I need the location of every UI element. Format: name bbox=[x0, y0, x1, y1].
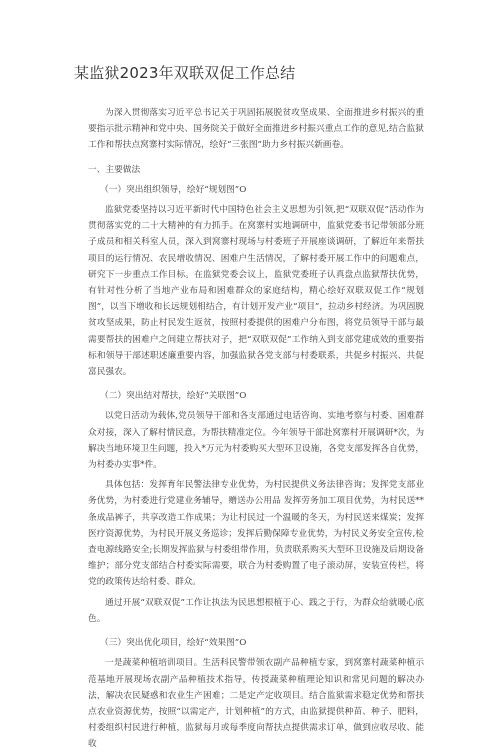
paragraph-organization: 监狱党委坚持以习近平新时代中国特色社会主义思想为引领,把“双联双促”活动作为贯彻落实党的二十大精神的有力抓手。在窝寨村实地调研中，监狱党委书记带领部分班子成员和相关科室人员，深入到窝寨村现场与村委班子开展座谈调研，了解近年来帮扶项目的运行情况、农民增收情况、困难户生活情况，了解村委开展工作中的问题难点，研究下一步重点工作目标。在监狱党委会议上，监狱党委班子认真盘点监狱帮扶优势，有针对性分析了当地产业布局和困难群众的家庭结构，精心绘好双联双促工作“规划图”，以当下增收和长远规划相结合，有计划开发产业“项目”，拉动乡村经济。为巩固脱贫攻坚成果，防止村民发生返贫，按照村委提供的困难户分布图，将党员领导干部与最需要帮扶的困难户之间建立帮扶对子，把“双联双促”工作纳入到支部党建成效的重要指标和领导干部述职述廉重要内容，加强监狱各党支部与村委联系，共促乡村振兴、共促富民强农。 bbox=[88, 205, 424, 378]
intro-paragraph: 为深入贯彻落实习近平总书记关于巩固拓展脱贫攻坚成果、全面推进乡村振兴的重要指示批示精神和党中央、国务院关于做好全面推进乡村振兴重点工作的意见,结合监狱工作和帮扶点窝寨村实际情况，绘好“三张图”助力乡村振兴新画卷。 bbox=[88, 108, 424, 151]
subheading-organization: （一）突出组织领导，绘好“规划图”O bbox=[100, 184, 247, 195]
subheading-pairing: （二）突出结对帮扶，绘好“关联图”O bbox=[100, 391, 247, 402]
paragraph-projects: 一是蔬菜种植培训项目。生活科民警带领农副产品种植专家，到窝寨村蔬菜种植示范基地开展现场农副产品种植技术指导，传授蔬菜种植理论知识和常见问题的解决办法，解决农民疑惑和农业生产困难；二是定产定收项目。结合监狱需求稳定优势和帮扶点农业资源优势，按照“以需定产，计划种植”的方式，由监狱提供种苗、种子、肥料，村委组织村民进行种植，监狱每月或每季度向帮扶点提供需求订单，做到应收尽收、能收 bbox=[88, 658, 424, 750]
subheading-projects: （三）突出优化项目，绘好“效果图”O bbox=[100, 638, 247, 649]
paragraph-pairing: 以党日活动为载体,党员领导干部和各支部通过电话咨询、实地考察与村委、困难群众对接，深入了解村情民意，为帮扶精准定位。今年领导干部赴窝寨村开展调研*次，为解决当地环境卫生问题，投入*万元为村委购买大型环卫设施，各党支部发挥各自优势，为村委办实事*件。 bbox=[88, 411, 424, 471]
document-title: 某监狱2023年双联双促工作总结 bbox=[74, 64, 296, 82]
section-heading-main-practices: 一、主要做法 bbox=[88, 164, 141, 175]
paragraph-summary: 通过开展“双联双促”工作让执法为民思想根植于心、践之于行，为群众给就暖心底色。 bbox=[88, 597, 424, 624]
paragraph-details: 具体包括：发挥育年民警法律专业优势，为村民提供义务法律咨询；发挥党支部业务优势，为村委进行党建业务辅导，赠送办公用品 发挥劳务加工项目优势，为村民送**条成品裤子，共享改造工作成果；为让村民过一个温暖的冬天，为村民送来煤炭；发挥医疗资源优势，为村民开展义务巡诊；发挥后勤保障专业优势，为村民义务安全宣传,检查电源线路安全;长期发挥监狱与村委组带作用，负责联系购买大型环卫设施及后期设备维护；部分党支部结合村委实际需要，联合为村委购置了电子滚动屏，安装宣传栏，将党的政策传达给村委、群众。 bbox=[88, 480, 424, 588]
